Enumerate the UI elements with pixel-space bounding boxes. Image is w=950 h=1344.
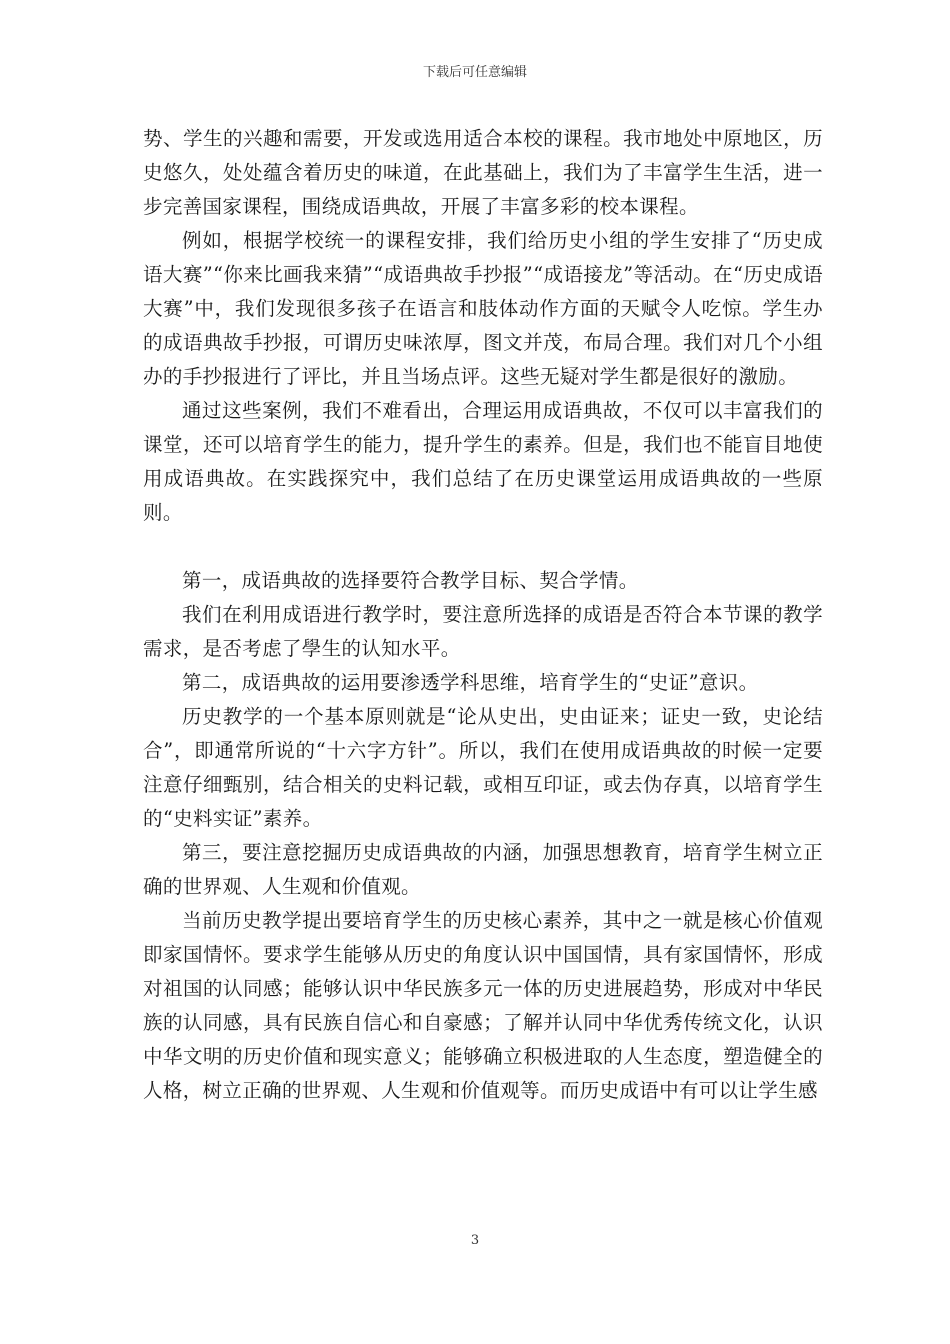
principle-three-heading: 第三，要注意挖掘历史成语典故的内涵，加强思想教育，培育学生树立正确的世界观、人生观和价值观。 xyxy=(143,841,823,898)
paragraph-principles-intro: 通过这些案例，我们不难看出，合理运用成语典故，不仅可以丰富我们的课堂，还可以培育学生的能力，提升学生的素养。但是，我们也不能盲目地使用成语典故。在实践探究中，我们总结了在历史课堂运用成语典故的一些原则。 xyxy=(143,399,823,524)
principle-one-body: 我们在利用成语进行教学时，要注意所选择的成语是否符合本节课的教学需求，是否考虑了學生的认知水平。 xyxy=(143,603,823,660)
paragraph-spacer xyxy=(143,530,823,564)
paragraph-example-activities: 例如，根据学校统一的课程安排，我们给历史小组的学生安排了“历史成语大赛”“你来比画我来猜”“成语典故手抄报”“成语接龙”等活动。在“历史成语大赛”中，我们发现很多孩子在语言和肢体动作方面的天赋令人吃惊。学生办的成语典故手抄报，可谓历史味浓厚，图文并茂，布局合理。我们对几个小组办的手抄报进行了评比，并且当场点评。这些无疑对学生都是很好的激励。 xyxy=(143,229,823,388)
principle-three-body: 当前历史教学提出要培育学生的历史核心素养，其中之一就是核心价值观即家国情怀。要求学生能够从历史的角度认识中国国情，具有家国情怀，形成对祖国的认同感；能够认识中华民族多元一体的历史进展趋势，形成对中华民族的认同感，具有民族自信心和自豪感；了解并认同中华优秀传统文化，认识中华文明的历史价值和现实意义；能够确立积极进取的人生态度，塑造健全的人格，树立正确的世界观、人生观和价值观等。而历史成语中有可以让学生感 xyxy=(143,909,823,1102)
principle-two-heading: 第二，成语典故的运用要渗透学科思维，培育学生的“史证”意识。 xyxy=(182,671,759,694)
paragraph-continuation: 势、学生的兴趣和需要，开发或选用适合本校的课程。我市地处中原地区，历史悠久，处处蕴含着历史的味道，在此基础上，我们为了丰富学生生活，进一步完善国家课程，围绕成语典故，开展了丰富多彩的校本课程。 xyxy=(143,127,823,218)
principle-two-body: 历史教学的一个基本原则就是“论从史出，史由证来；证史一致，史论结合”，即通常所说的“十六字方针”。所以，我们在使用成语典故的时候一定要注意仔细甄别，结合相关的史料记载，或相互印证，或去伪存真，以培育学生的“史料实证”素养。 xyxy=(143,705,823,830)
document-body xyxy=(143,122,823,1108)
page-header: 下载后可任意编辑 xyxy=(422,65,527,80)
principle-one-heading: 第一，成语典故的选择要符合教学目标、契合学情。 xyxy=(182,569,639,592)
page-number: 3 xyxy=(470,1233,480,1248)
